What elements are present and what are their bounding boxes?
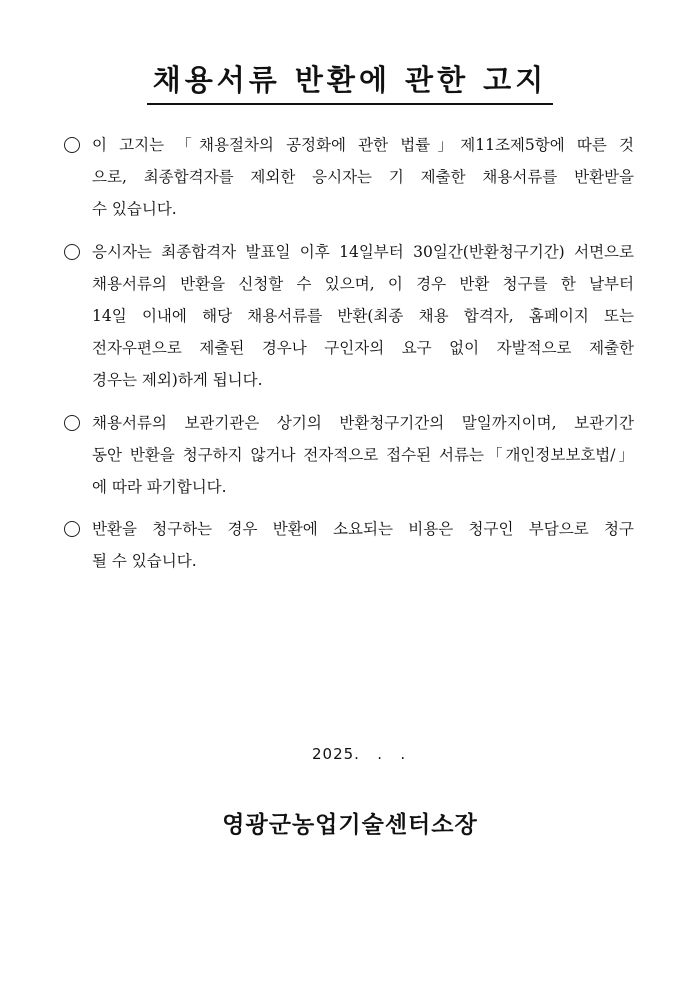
issuer-signature: 영광군농업기술센터소장 (222, 811, 478, 838)
paragraph-line: 전자우편으로 제출된 경우나 구인자의 요구 없이 자발적으로 제출한 (92, 339, 634, 357)
paragraph-line: 채용서류의 보관기관은 상기의 반환청구기간의 말일까지이며, 보관기간 (92, 414, 634, 432)
paragraph-line: 될 수 있습니다. (92, 552, 197, 570)
circle-bullet-icon (64, 521, 80, 537)
notice-paragraph-4 (64, 513, 634, 577)
paragraph-line: 반환을 청구하는 경우 반환에 소요되는 비용은 청구인 부담으로 청구 (92, 520, 634, 538)
circle-bullet-icon (64, 415, 80, 431)
paragraph-line: 동안 반환을 청구하지 않거나 전자적으로 접수된 서류는「개인정보보호법/」 (92, 446, 634, 464)
circle-bullet-icon (64, 137, 80, 153)
paragraph-line: 에 따라 파기합니다. (92, 478, 227, 496)
paragraph-line: 채용서류의 반환을 신청할 수 있으며, 이 경우 반환 청구를 한 날부터 (92, 275, 634, 293)
paragraph-line: 14일 이내에 해당 채용서류를 반환(최종 채용 합격자, 홈페이지 또는 (92, 307, 634, 325)
notice-paragraph-2 (64, 236, 634, 396)
document-title-wrap (0, 58, 700, 105)
paragraph-line: 응시자는 최종합격자 발표일 이후 14일부터 30일간(반환청구기간) 서면으로 (92, 243, 634, 261)
notice-paragraph-1 (64, 129, 634, 225)
notice-paragraph-3 (64, 407, 634, 503)
paragraph-line: 수 있습니다. (92, 200, 177, 218)
document-date: 2025. . . (312, 745, 407, 763)
paragraph-line: 경우는 제외)하게 됩니다. (92, 371, 263, 389)
document-title: 채용서류 반환에 관한 고지 (147, 58, 553, 105)
paragraph-line: 이 고지는 「채용절차의 공정화에 관한 법률」제11조제5항에 따른 것 (92, 136, 634, 154)
circle-bullet-icon (64, 244, 80, 260)
paragraph-line: 으로, 최종합격자를 제외한 응시자는 기 제출한 채용서류를 반환받을 (92, 168, 634, 186)
